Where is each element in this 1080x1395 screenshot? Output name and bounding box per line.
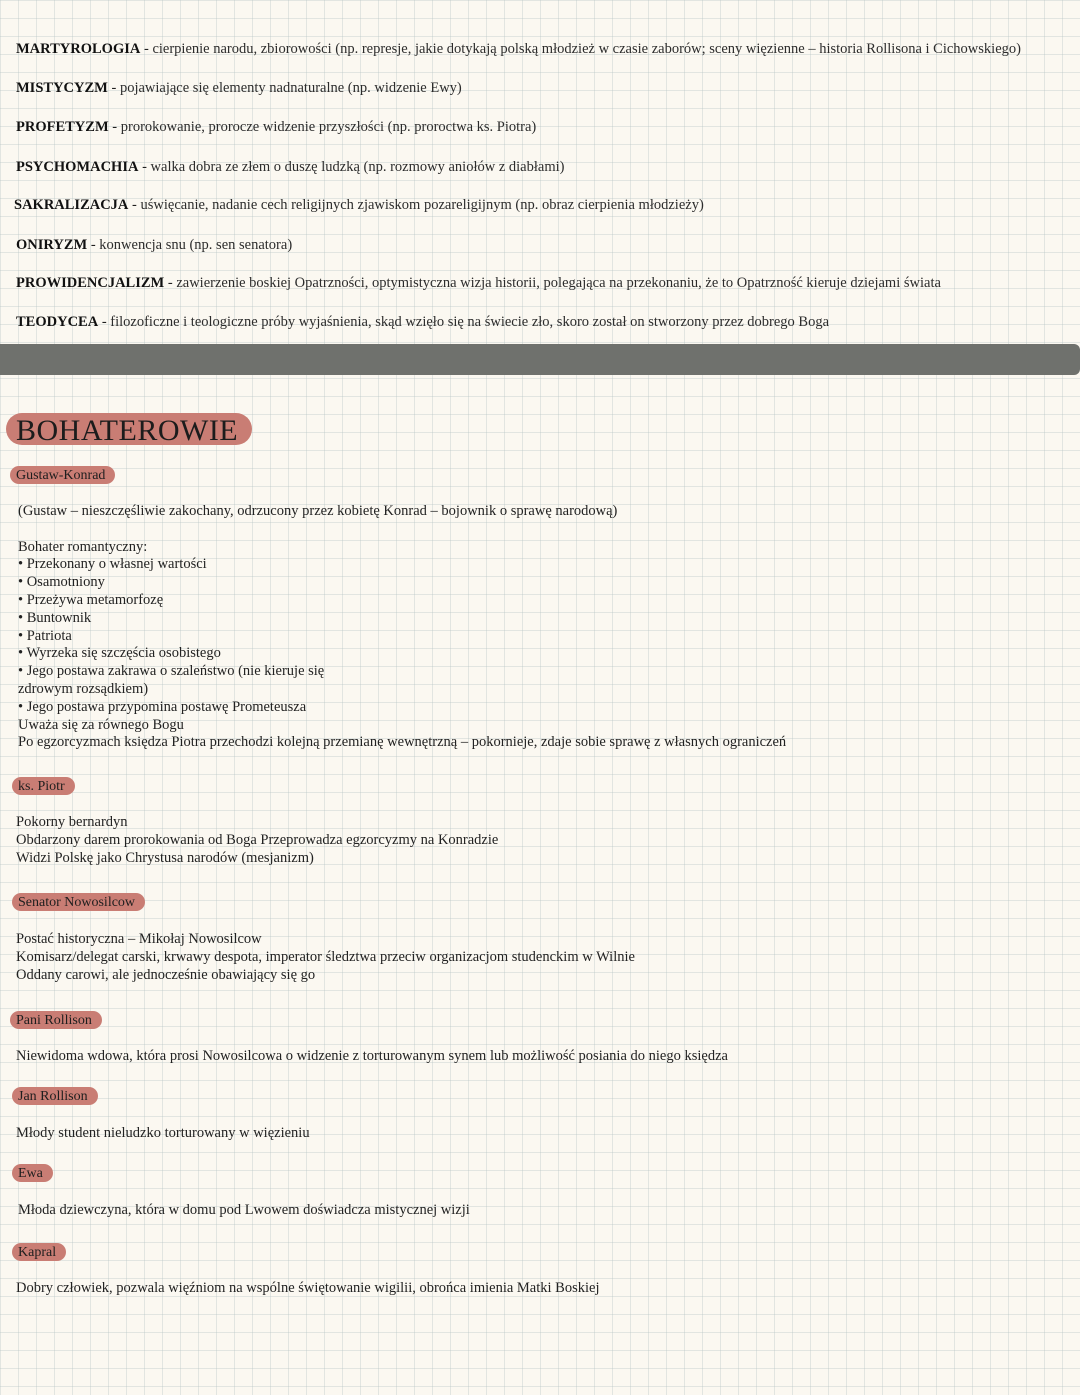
term-sakralizacja <box>14 196 704 214</box>
term-title: ONIRYZM <box>16 237 88 253</box>
character-label-pani-rollison: Pani Rollison <box>10 1011 102 1029</box>
description-line: • Buntownik <box>18 609 92 626</box>
term-title: MISTYCYZM <box>16 80 108 96</box>
description-line: • Osamotniony <box>18 574 105 591</box>
term-definition: walka dobra ze złem o duszę ludzką (np. rozmowy aniołów z diabłami) <box>150 159 565 175</box>
description-line: • Jego postawa zakrawa o szaleństwo (nie kieruje się <box>18 663 325 680</box>
description-line: zdrowym rozsądkiem) <box>18 680 149 697</box>
term-separator: - <box>87 237 100 253</box>
character-description-gustaw-konrad <box>18 503 786 752</box>
character-description-ewa <box>18 1202 470 1220</box>
term-separator: - <box>164 275 177 291</box>
description-line: • Wyrzeka się szczęścia osobistego <box>18 645 221 662</box>
term-martyrologia <box>16 40 1021 58</box>
description-line: • Przekonany o własnej wartości <box>18 556 207 573</box>
description-line: Obdarzony darem prorokowania od Boga Przeprowadza egzorcyzmy na Konradzie <box>16 831 499 848</box>
term-oniryzm <box>16 236 292 254</box>
description-line: Bohater romantyczny: <box>18 538 148 555</box>
description-line: Młoda dziewczyna, która w domu pod Lwowem doświadcza mistycznej wizji <box>18 1202 470 1218</box>
character-label-gustaw-konrad: Gustaw-Konrad <box>10 466 115 484</box>
character-description-jan-rollison <box>16 1125 310 1143</box>
term-title: TEODYCEA <box>16 314 99 330</box>
description-line: • Jego postawa przypomina postawę Prometeusza <box>18 698 307 715</box>
description-line: • Przeżywa metamorfozę <box>18 591 164 608</box>
term-separator: - <box>98 314 111 330</box>
description-line: Niewidoma wdowa, która prosi Nowosilcowa o widzenie z torturowanym synem lub możliwość posiania do niego księdza <box>16 1048 728 1064</box>
term-profetyzm <box>16 118 536 136</box>
term-separator: - <box>140 41 153 57</box>
term-definition: zawierzenie boskiej Opatrzności, optymistyczna wizja historii, polegająca na przekonaniu, że to Opatrzność kieruje dziejami świata <box>176 275 941 291</box>
description-line: Widzi Polskę jako Chrystusa narodów (mesjanizm) <box>16 849 314 866</box>
term-title: PSYCHOMACHIA <box>16 159 139 175</box>
term-definition: pojawiające się elementy nadnaturalne (np. widzenie Ewy) <box>119 80 462 96</box>
description-line: Postać historyczna – Mikołaj Nowosilcow <box>16 931 262 947</box>
term-title: PROFETYZM <box>16 119 109 135</box>
character-description-pani-rollison <box>16 1048 728 1066</box>
term-psychomachia <box>16 158 564 176</box>
description-line: Młody student nieludzko torturowany w więzieniu <box>16 1125 310 1141</box>
term-prowidencjalizm <box>16 274 941 292</box>
description-line: Pokorny bernardyn <box>16 814 128 830</box>
term-definition: filozoficzne i teologiczne próby wyjaśnienia, skąd wzięło się na świecie zło, skoro został on stworzony przez dobrego Boga <box>110 314 830 330</box>
character-label-senator-nowosilcow: Senator Nowosilcow <box>12 893 145 911</box>
term-mistycyzm <box>16 79 462 97</box>
description-line: • Patriota <box>18 627 72 644</box>
character-label-jan-rollison: Jan Rollison <box>12 1087 98 1105</box>
term-title: MARTYROLOGIA <box>16 41 141 57</box>
term-definition: prorokowanie, prorocze widzenie przyszłości (np. proroctwa ks. Piotra) <box>120 119 537 135</box>
description-line: Uważa się za równego Bogu <box>18 716 184 733</box>
term-definition: cierpienie narodu, zbiorowości (np. represje, jakie dotykają polską młodzież w czasie zaborów; sceny więzienne – historia Rollisona i Cichowskiego) <box>152 41 1021 57</box>
description-line: Po egzorcyzmach księdza Piotra przechodzi kolejną przemianę wewnętrzną – pokornieje, zdaje sobie sprawę z własnych ograniczeń <box>18 734 787 751</box>
term-separator: - <box>128 197 141 213</box>
character-label-ewa: Ewa <box>12 1164 53 1182</box>
description-line <box>18 521 786 539</box>
character-description-ks-piotr <box>16 814 498 867</box>
term-title: SAKRALIZACJA <box>14 197 129 213</box>
character-description-senator-nowosilcow <box>16 931 635 984</box>
description-line: (Gustaw – nieszczęśliwie zakochany, odrzucony przez kobietę Konrad – bojownik o sprawę narodową) <box>18 503 618 519</box>
character-label-kapral: Kapral <box>12 1243 66 1261</box>
term-teodycea <box>16 313 829 331</box>
description-line: Oddany carowi, ale jednocześnie obawiający się go <box>16 966 316 983</box>
term-separator: - <box>138 159 151 175</box>
description-line: Komisarz/delegat carski, krwawy despota, imperator śledztwa przeciw organizacjom studenckim w Wilnie <box>16 948 635 965</box>
term-separator: - <box>108 119 121 135</box>
character-label-ks-piotr: ks. Piotr <box>12 777 75 795</box>
term-title: PROWIDENCJALIZM <box>16 275 165 291</box>
character-description-kapral <box>16 1280 599 1298</box>
description-line: Dobry człowiek, pozwala więźniom na wspólne świętowanie wigilii, obrońca imienia Matki Boskiej <box>16 1280 600 1296</box>
term-definition: konwencja snu (np. sen senatora) <box>99 237 293 253</box>
section-heading: BOHATEROWIE <box>6 413 252 445</box>
term-separator: - <box>107 80 120 96</box>
term-definition: uświęcanie, nadanie cech religijnych zjawiskom pozareligijnym (np. obraz cierpienia młodzieży) <box>140 197 704 213</box>
section-divider <box>0 344 1080 375</box>
